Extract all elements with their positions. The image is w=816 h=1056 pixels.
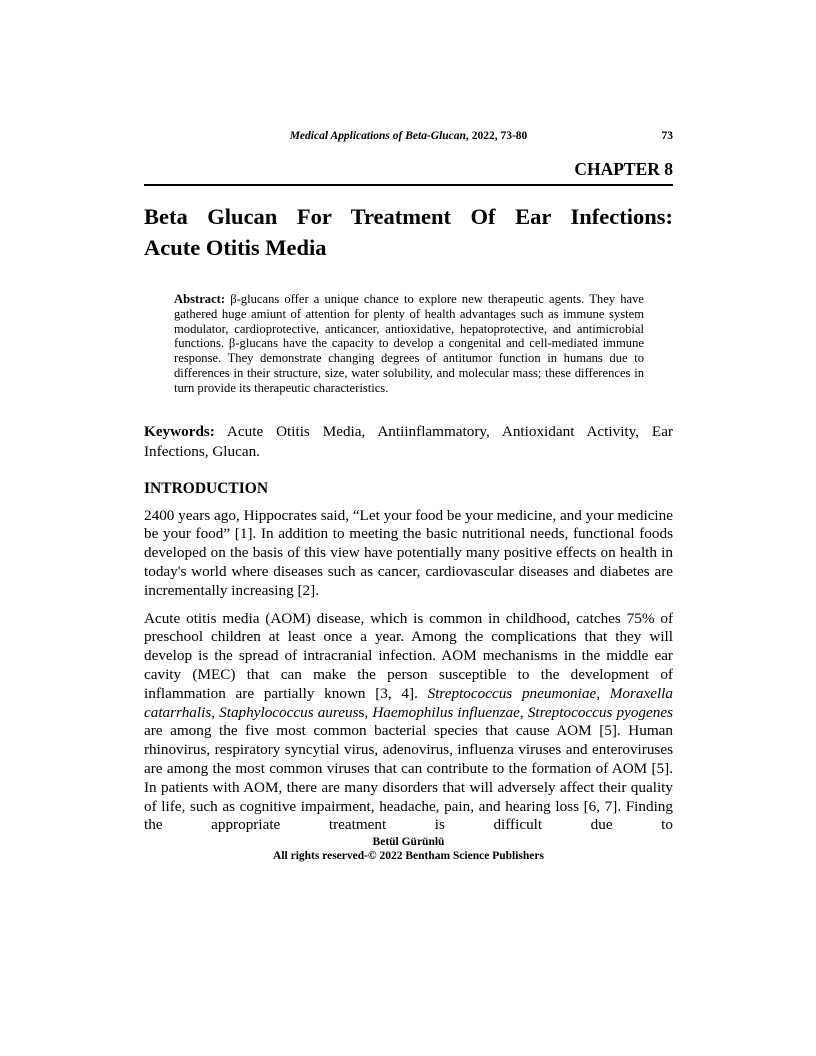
abstract	[174, 292, 644, 396]
species-streptococcus-pyogenes: Streptococcus pyogenes	[527, 703, 674, 721]
keywords-label: Keywords:	[144, 422, 215, 440]
paragraph2-separator-4: ,	[519, 703, 528, 721]
intro-paragraph-1: 2400 years ago, Hippocrates said, “Let your food be your medicine, and your medicine be your food” [1]. In addition to meeting the basic nutritional needs, functional foods developed on the basis of this view have potentially many positive effects on health in today's world where diseases such as cancer, cardiovascular diseases and diabetes are incrementally increasing [2].	[144, 506, 673, 599]
paragraph2-text-1: Acute otitis media (AOM) disease, which is common in childhood, catches 75% of preschool children at least once a year. Among the complications that they will develop is the spread of intracranial infection. AOM mechanisms in the middle ear cavity (MEC) that can make the person susceptible to the development of inflammation are partially known [3, 4].	[144, 609, 673, 702]
species-moraxella-catarrhalis: Moraxella catarrhalis	[144, 684, 673, 721]
intro-paragraph-2	[144, 610, 673, 836]
keywords-text: Acute Otitis Media, Antiinflammatory, Antioxidant Activity, Ear Infections, Glucan.	[144, 422, 673, 460]
page-footer	[144, 836, 673, 863]
running-header-book-title: Medical Applications of Beta-Glucan	[289, 130, 466, 142]
chapter-title-line1: Beta Glucan For Treatment Of Ear Infections:	[144, 204, 673, 229]
chapter-title-line2: Acute Otitis Media	[144, 235, 327, 260]
running-header-text	[290, 130, 528, 142]
paragraph2-separator-1: ,	[596, 684, 610, 702]
species-staphylococcus-aureus: Staphylococcus aureus	[219, 703, 359, 721]
page-number: 73	[661, 130, 673, 142]
species-streptococcus-pneumoniae: Streptococcus pneumoniae	[427, 684, 597, 702]
page-content	[144, 130, 673, 835]
paragraph2-text-2: are among the five most common bacterial species that cause AOM [5]. Human rhinovirus, respiratory syncytial virus, adenovirus, influenza viruses and enteroviruses are among the most common viruses that can contribute to the formation of AOM [5]. In patients with AOM, there are many disorders that will adversely affect their quality of life, such as cognitive impairment, headache, pain, and hearing loss [6, 7]. Finding the appropriate treatment is difficult due to	[144, 722, 673, 834]
chapter-title	[144, 201, 673, 263]
chapter-label: CHAPTER 8	[574, 159, 673, 179]
chapter-header-rule	[144, 158, 673, 186]
section-heading-introduction: INTRODUCTION	[144, 479, 269, 497]
species-haemophilus-influenzae: Haemophilus influenzae	[372, 703, 520, 721]
running-header-issue-info: , 2022, 73-80	[465, 130, 528, 142]
footer-author: Betül Gürünlü	[372, 836, 445, 848]
paragraph2-separator-2: ,	[211, 703, 220, 721]
keywords	[144, 422, 673, 462]
paragraph2-separator-3: s,	[358, 703, 373, 721]
footer-rights: All rights reserved-© 2022 Bentham Science Publishers	[273, 849, 544, 862]
running-header	[144, 130, 673, 145]
abstract-text: β-glucans offer a unique chance to explore new therapeutic agents. They have gathered huge amiunt of attention for plenty of health advantages such as immune system modulator, cardioprotective, anticancer, antioxidative, hepatoprotective, and antimicrobial functions. β-glucans have the capacity to develop a congenital and cell-mediated immune response. They demonstrate changing degrees of antitumor function in humans due to differences in their structure, size, water solubility, and molecular mass; these differences in turn provide its therapeutic characteristics.	[174, 292, 644, 395]
abstract-label: Abstract:	[174, 292, 226, 306]
